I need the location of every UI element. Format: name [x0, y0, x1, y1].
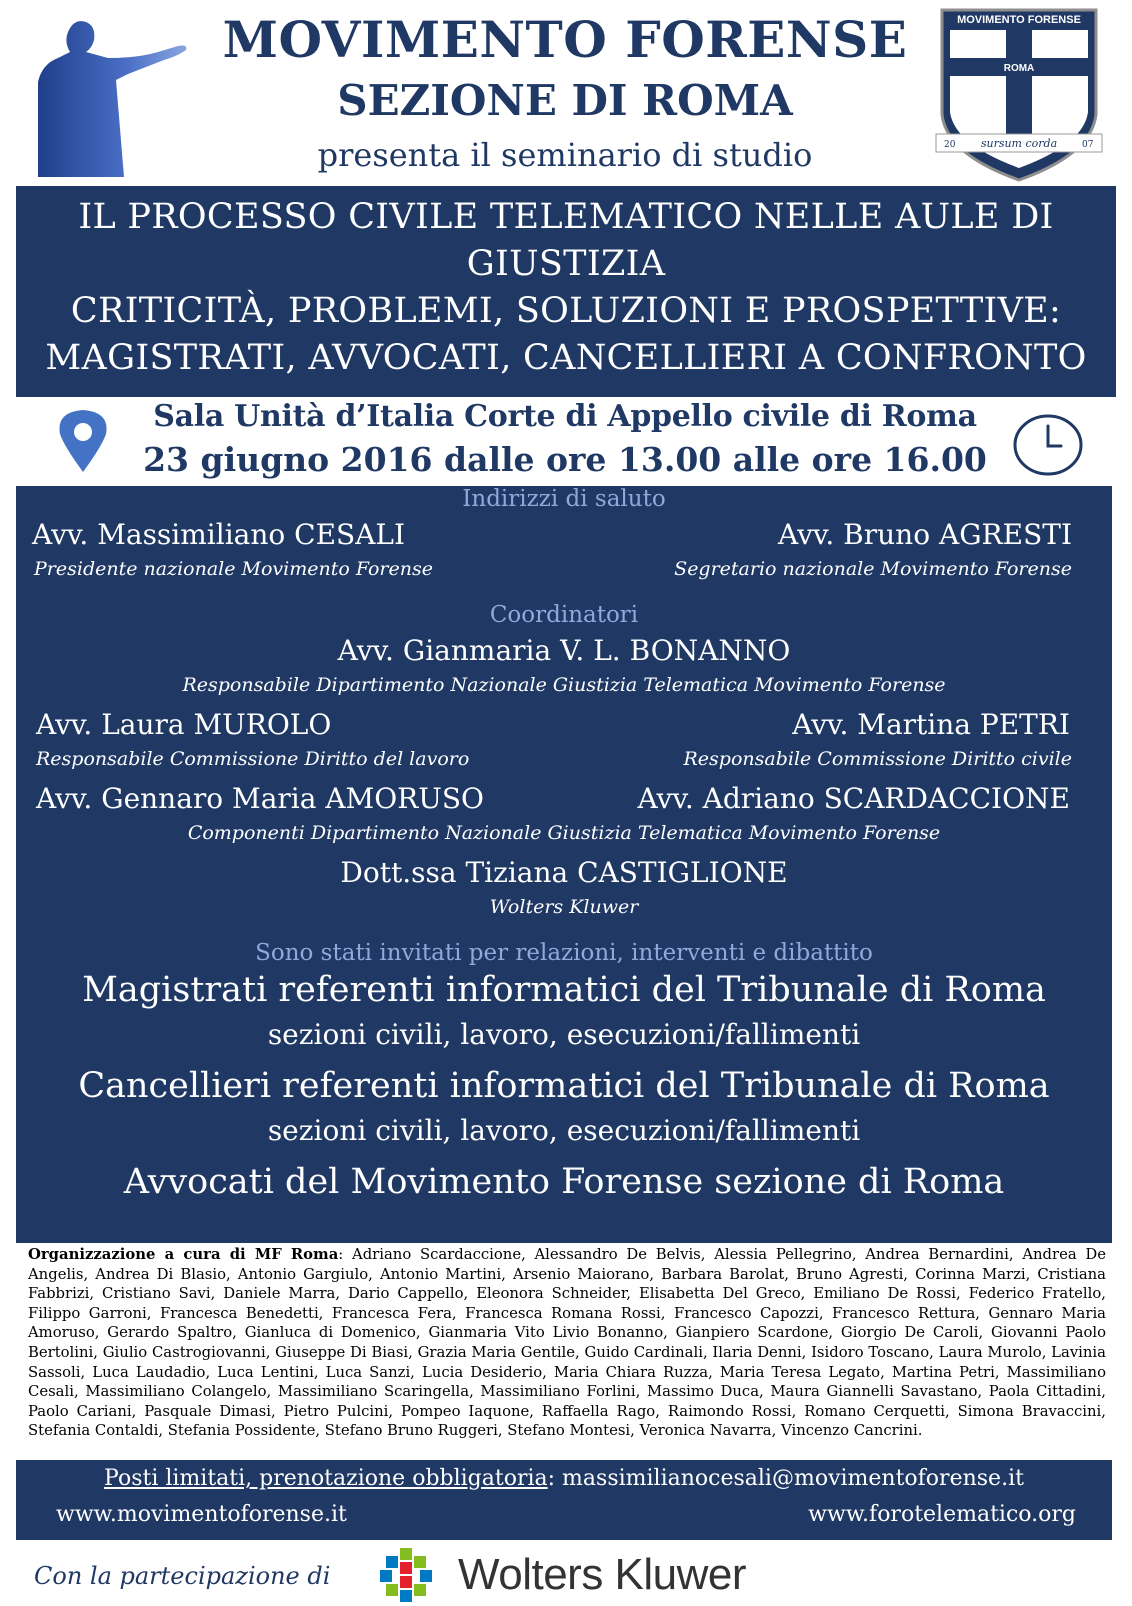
- event-datetime: 23 giugno 2016 dalle ore 13.00 alle ore 16.00: [143, 440, 987, 479]
- coordinator-main-name: Avv. Gianmaria V. L. BONANNO: [337, 634, 791, 667]
- statue-icon: [28, 12, 198, 177]
- wolters-kluwer-name: Wolters Kluwer: [458, 1550, 747, 1599]
- coordinator-pair-role: Componenti Dipartimento Nazionale Giustizia Telematica Movimento Forense: [187, 822, 941, 844]
- shield-motto: sursum corda: [980, 137, 1058, 150]
- invited-group3: Avvocati del Movimento Forense sezione di Roma: [123, 1162, 1005, 1202]
- invited-heading: Sono stati invitati per relazioni, interventi e dibattito: [255, 940, 873, 966]
- invited-group2-sub: sezioni civili, lavoro, esecuzioni/fallimenti: [267, 1114, 861, 1147]
- seminar-title-line3: CRITICITÀ, PROBLEMI, SOLUZIONI E PROSPETTIVE:: [70, 291, 1062, 331]
- clock-icon: [1011, 412, 1085, 478]
- booking-email[interactable]: massimilianocesali@movimentoforense.it: [562, 1466, 1024, 1491]
- seminar-title-line2: GIUSTIZIA: [466, 244, 666, 284]
- invited-group1: Magistrati referenti informatici del Tribunale di Roma: [82, 970, 1046, 1010]
- partner-label: Con la partecipazione di: [34, 1562, 331, 1590]
- seminar-title-band: [16, 186, 1116, 397]
- shield-year-left: 20: [944, 140, 956, 150]
- coordinator-right1-name: Avv. Martina PETRI: [792, 708, 1070, 741]
- site-link-forotelematico[interactable]: www.forotelematico.org: [808, 1502, 1076, 1527]
- coordinator-left2-name: Avv. Gennaro Maria AMORUSO: [36, 782, 484, 815]
- coordinator-last-role: Wolters Kluwer: [489, 896, 639, 918]
- organizers-names: Adriano Scardaccione, Alessandro De Belvis, Alessia Pellegrino, Andrea Bernardini, Andrea De Angelis, Andrea Di Blasio, Antonio Gargiulo, Antonio Martini, Arsenio Maiorano, Barbara Barolat, Bruno Agresti, Corinna Marzi, Cristiana Fabbrizi, Cristiano Savi, Daniele Marra, Dario Cappello, Eleonora Schneider, Elisabetta Del Greco, Emiliano De Rossi, Federico Fratello, Filippo Garroni, Francesca Benedetti, Francesca Fera, Francesca Romana Rossi, Francesco Capozzi, Francesco Rettura, Gennaro Maria Amoruso, Gerardo Spaltro, Gianluca di Domenico, Gianmaria Vito Livio Bonanno, Gianpiero Scardone, Giorgio De Caroli, Giovanni Paolo Bertolini, Giulio Castrogiovanni, Giuseppe Di Biasi, Grazia Maria Gentile, Guido Cardinali, Ilaria Denni, Isidoro Toscano, Laura Murolo, Lavinia Sassoli, Luca Laudadio, Luca Lentini, Luca Sanzi, Lucia Desiderio, Maria Chiara Ruzza, Maria Teresa Legato, Martina Petri, Massimiliano Cesali, Massimiliano Colangelo, Massimiliano Scaringella, Massimiliano Forlini, Massimo Duca, Maura Giannelli Savastano, Paola Cittadini, Paolo Cariani, Pasquale Dimasi, Pietro Pulcini, Pompeo Iaquone, Raffaella Rago, Raimondo Rossi, Romano Cerquetti, Simona Bravaccini, Stefania Contaldi, Stefania Possidente, Stefano Bruno Ruggeri, Stefano Montesi, Veronica Navarra, Vincenzo Cancrini.: [28, 1246, 1106, 1440]
- organizers-list: Organizzazione a cura di MF Roma: Adriano Scardaccione, Alessandro De Belvis, Alessia Pellegrino, Andrea Bernardini, Andrea De Angelis, Andrea Di Blasio, Antonio Gargiulo, Antonio Martini, Arsenio Maiorano, Barbara Barolat, Bruno Agresti, Corinna Marzi, Cristiana Fabbrizi, Cristiano Savi, Daniele Marra, Dario Cappello, Eleonora Schneider, Elisabetta Del Greco, Emiliano De Rossi, Federico Fratello, Filippo Garroni, Francesca Benedetti, Francesca Fera, Francesca Romana Rossi, Francesco Capozzi, Francesco Rettura, Gennaro Maria Amoruso, Gerardo Spaltro, Gianluca di Domenico, Gianmaria Vito Livio Bonanno, Gianpiero Scardone, Giorgio De Caroli, Giovanni Paolo Bertolini, Giulio Castrogiovanni, Giuseppe Di Biasi, Grazia Maria Gentile, Guido Cardinali, Ilaria Denni, Isidoro Toscano, Laura Murolo, Lavinia Sassoli, Luca Laudadio, Luca Lentini, Luca Sanzi, Lucia Desiderio, Maria Chiara Ruzza, Maria Teresa Legato, Martina Petri, Massimiliano Cesali, Massimiliano Colangelo, Massimiliano Scaringella, Massimiliano Forlini, Massimo Duca, Maura Giannelli Savastano, Paola Cittadini, Paolo Cariani, Pasquale Dimasi, Pietro Pulcini, Pompeo Iaquone, Raffaella Rago, Raimondo Rossi, Romano Cerquetti, Simona Bravaccini, Stefania Contaldi, Stefania Possidente, Stefano Bruno Ruggeri, Stefano Montesi, Veronica Navarra, Vincenzo Cancrini.: [28, 1246, 1106, 1440]
- speakers-panel: [16, 486, 1112, 1243]
- booking-label: Posti limitati, prenotazione obbligatoria: [104, 1466, 548, 1491]
- seminar-title-line1: IL PROCESSO CIVILE TELEMATICO NELLE AULE DI: [78, 197, 1054, 237]
- greeting-right-name: Avv. Bruno AGRESTI: [777, 518, 1072, 551]
- greeting-left-role: Presidente nazionale Movimento Forense: [34, 558, 433, 580]
- coordinators-heading: Coordinatori: [489, 602, 639, 628]
- venue-place: Sala Unità d’Italia Corte di Appello civile di Roma: [153, 399, 977, 434]
- coordinator-main-role: Responsabile Dipartimento Nazionale Giustizia Telematica Movimento Forense: [182, 674, 946, 696]
- location-pin-icon: [56, 408, 110, 474]
- seminar-title-line4: MAGISTRATI, AVVOCATI, CANCELLIERI A CONFRONTO: [45, 338, 1087, 378]
- invited-group2: Cancellieri referenti informatici del Tribunale di Roma: [78, 1066, 1050, 1106]
- shield-year-right: 07: [1082, 140, 1094, 150]
- greetings-heading: Indirizzi di saluto: [462, 486, 666, 512]
- shield-city: ROMA: [1003, 63, 1035, 74]
- footer-band: [16, 1460, 1112, 1540]
- section-title: SEZIONE DI ROMA: [337, 76, 793, 125]
- org-title: MOVIMENTO FORENSE: [222, 10, 908, 69]
- wolters-kluwer-logo: [376, 1544, 446, 1604]
- coordinator-left1-name: Avv. Laura MUROLO: [36, 708, 332, 741]
- presents-line: presenta il seminario di studio: [317, 136, 813, 174]
- greeting-right-role: Segretario nazionale Movimento Forense: [674, 558, 1072, 580]
- coordinator-right2-name: Avv. Adriano SCARDACCIONE: [637, 782, 1070, 815]
- organizers-label: Organizzazione a cura di MF Roma: [28, 1246, 339, 1263]
- invited-group1-sub: sezioni civili, lavoro, esecuzioni/fallimenti: [267, 1018, 861, 1051]
- coordinator-last-name: Dott.ssa Tiziana CASTIGLIONE: [340, 856, 788, 889]
- shield-top-text: MOVIMENTO FORENSE: [957, 14, 1081, 26]
- coordinator-left1-role: Responsabile Commissione Diritto del lavoro: [36, 748, 470, 770]
- shield-logo: [934, 4, 1104, 182]
- site-link-movimentoforense[interactable]: www.movimentoforense.it: [56, 1502, 347, 1527]
- booking-line: Posti limitati, prenotazione obbligatoria: massimilianocesali@movimentoforense.it: [104, 1466, 1024, 1491]
- greeting-left-name: Avv. Massimiliano CESALI: [32, 518, 406, 551]
- coordinator-right1-role: Responsabile Commissione Diritto civile: [683, 748, 1072, 770]
